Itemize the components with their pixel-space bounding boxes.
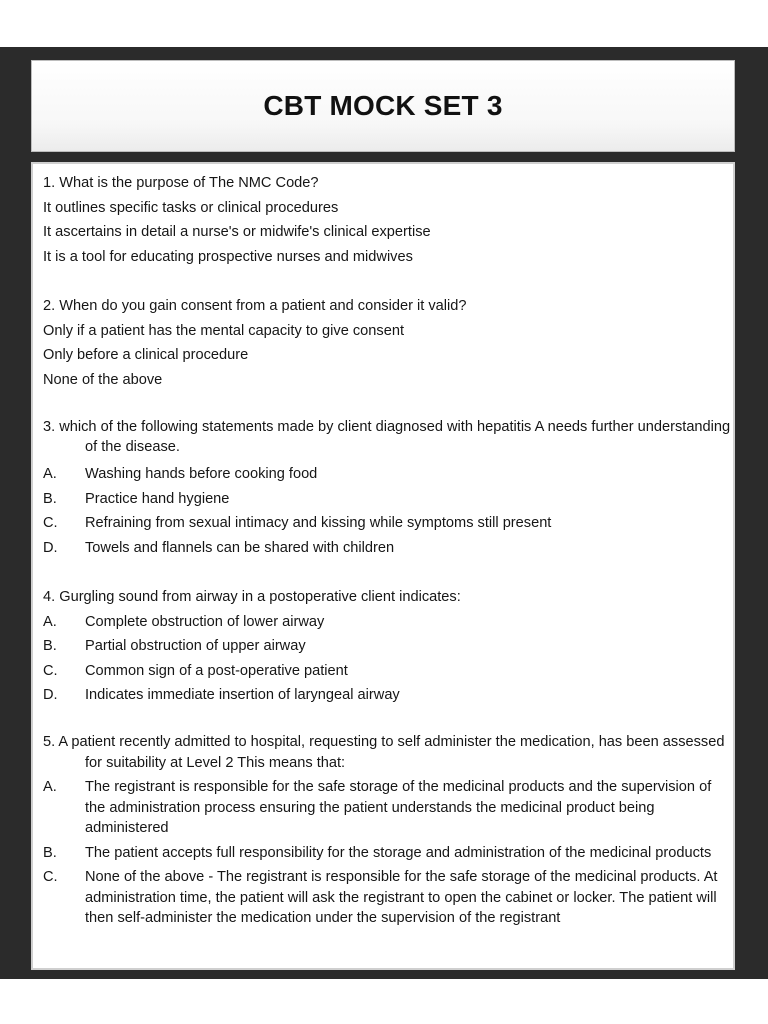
answer-option: It outlines specific tasks or clinical procedures — [43, 199, 339, 216]
option-letter: A. — [43, 465, 57, 482]
option-text: Washing hands before cooking food — [85, 465, 318, 482]
answer-option: Only if a patient has the mental capacity to give consent — [43, 322, 404, 339]
option-text: The patient accepts full responsibility for the storage and administration of the medicinal products — [85, 844, 712, 861]
question-4 — [43, 585, 733, 708]
option-letter: D. — [43, 687, 58, 704]
answer-option: It ascertains in detail a nurse's or midwife's clinical expertise — [43, 224, 431, 241]
answer-option — [43, 487, 733, 512]
option-text: Partial obstruction of upper airway — [85, 638, 306, 655]
question-2 — [43, 294, 733, 392]
question-5 — [43, 732, 733, 929]
answer-option — [43, 843, 733, 864]
title-banner — [31, 60, 735, 152]
answer-option — [43, 536, 733, 561]
question-text: 5. A patient recently admitted to hospital, requesting to self administer the medication, has been assessed for suitability at Level 2 This means that: — [43, 734, 725, 771]
question-text: 3. which of the following statements made by client diagnosed with hepatitis A needs further understanding of the disease. — [43, 418, 731, 456]
option-text: The registrant is responsible for the safe storage of the medicinal products and the supervision of the administration process ensuring the patient understands the medicinal product being administered — [85, 779, 712, 837]
option-letter: B. — [43, 844, 57, 861]
answer-option: It is a tool for educating prospective nurses and midwives — [43, 248, 413, 265]
option-letter: B. — [43, 638, 57, 655]
option-text: None of the above - The registrant is responsible for the safe storage of the medicinal products. At administration time, the patient will ask the registrant to open the cabinet or locker. The patient will then self-administer the medication under the supervision of the registrant — [85, 869, 718, 927]
option-text: Towels and flannels can be shared with children — [85, 539, 395, 556]
question-3 — [43, 417, 733, 560]
option-letter: B. — [43, 490, 57, 507]
option-letter: C. — [43, 662, 58, 679]
questions-panel — [31, 162, 735, 970]
option-text: Indicates immediate insertion of laryngeal airway — [85, 687, 400, 704]
answer-option: None of the above — [43, 371, 163, 388]
answer-option — [43, 610, 733, 635]
question-text: 1. What is the purpose of The NMC Code? — [43, 175, 319, 191]
option-text: Complete obstruction of lower airway — [85, 613, 325, 630]
answer-option: Only before a clinical procedure — [43, 347, 249, 364]
question-text: 2. When do you gain consent from a patient and consider it valid? — [43, 297, 467, 314]
option-letter: D. — [43, 539, 58, 556]
question-1 — [43, 171, 733, 269]
answer-option — [43, 683, 733, 708]
option-letter: A. — [43, 779, 57, 796]
option-text: Common sign of a post-operative patient — [85, 662, 348, 679]
option-letter: A. — [43, 613, 57, 630]
option-letter: C. — [43, 869, 58, 886]
answer-option — [43, 659, 733, 684]
document-page — [0, 47, 768, 979]
answer-option — [43, 634, 733, 659]
answer-option — [43, 777, 733, 839]
option-text: Refraining from sexual intimacy and kissing while symptoms still present — [85, 515, 552, 532]
answer-option — [43, 511, 733, 536]
answer-option — [43, 867, 733, 929]
question-text: 4. Gurgling sound from airway in a postoperative client indicates: — [43, 588, 461, 605]
option-text: Practice hand hygiene — [85, 490, 230, 507]
answer-option — [43, 462, 733, 487]
option-letter: C. — [43, 515, 58, 532]
page-title: CBT MOCK SET 3 — [263, 90, 503, 121]
